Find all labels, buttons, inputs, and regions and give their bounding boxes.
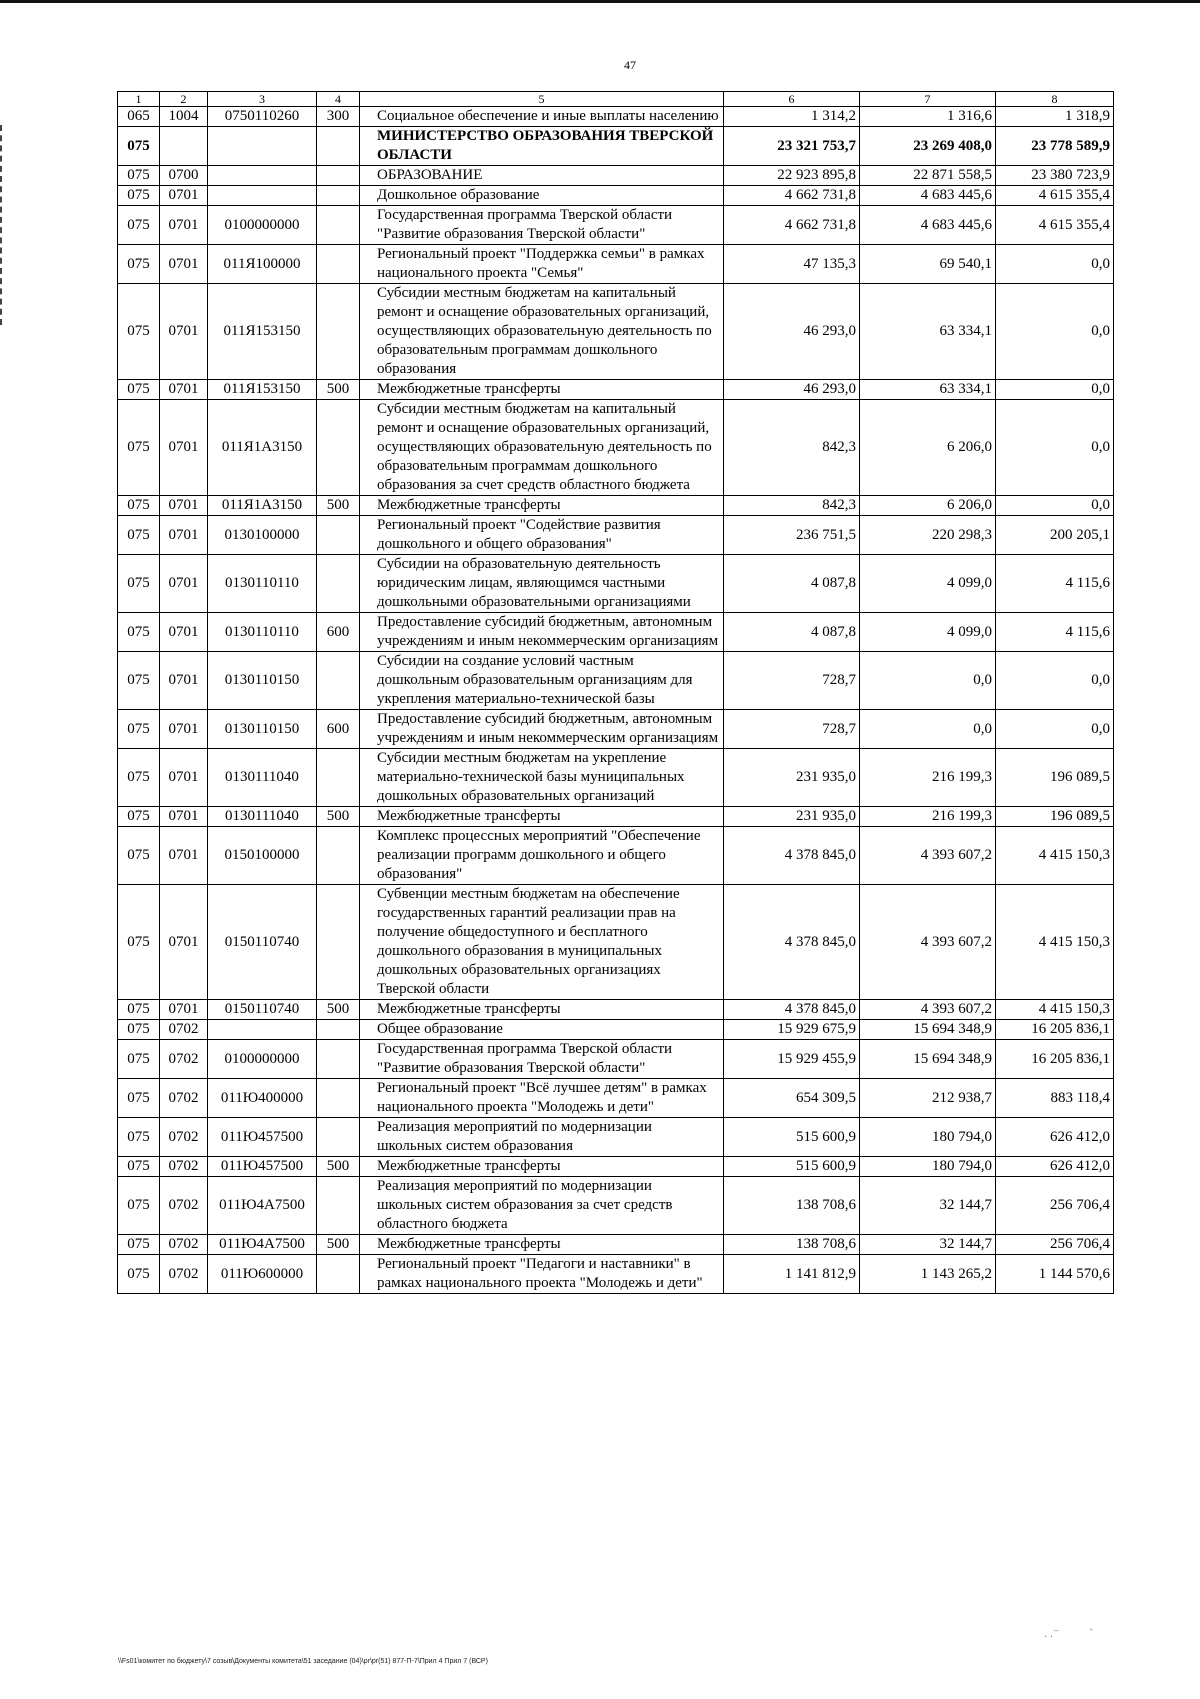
table-row (118, 400, 1114, 496)
table-row (118, 1177, 1114, 1235)
cell-naimenovanie: Дошкольное образование (360, 186, 724, 206)
cell-summa-1: 15 929 455,9 (724, 1040, 860, 1079)
cell-naimenovanie: Региональный проект "Педагоги и наставники" в рамках национального проекта "Молодежь и дети" (360, 1255, 724, 1294)
cell-razdel: 0702 (160, 1020, 208, 1040)
cell-summa-2: 6 206,0 (860, 496, 996, 516)
cell-summa-1: 15 929 675,9 (724, 1020, 860, 1040)
page-number: 47 (624, 58, 636, 72)
cell-razdel: 0702 (160, 1157, 208, 1177)
cell-razdel: 0701 (160, 400, 208, 496)
cell-vid-rashodov: 300 (317, 107, 360, 127)
cell-summa-2: 4 393 607,2 (860, 1000, 996, 1020)
cell-vid-rashodov (317, 516, 360, 555)
cell-summa-1: 231 935,0 (724, 807, 860, 827)
cell-summa-2: 63 334,1 (860, 380, 996, 400)
cell-kod-vedomstva: 075 (118, 245, 160, 284)
cell-naimenovanie: Субсидии местным бюджетам на капитальный ремонт и оснащение образовательных организаций, осуществляющих образовательную деятельность по образовательным программам дошкольного образования (360, 284, 724, 380)
cell-kod-vedomstva: 075 (118, 1177, 160, 1235)
cell-naimenovanie: Субсидии местным бюджетам на укрепление материально-технической базы муниципальных дошкольных образовательных организаций (360, 749, 724, 807)
cell-kod-vedomstva: 075 (118, 284, 160, 380)
cell-summa-3: 4 115,6 (996, 555, 1114, 613)
cell-naimenovanie: Региональный проект "Поддержка семьи" в рамках национального проекта "Семья" (360, 245, 724, 284)
cell-vid-rashodov: 600 (317, 613, 360, 652)
cell-celevaya-statya: 0130100000 (208, 516, 317, 555)
table-row (118, 245, 1114, 284)
budget-table (117, 91, 1114, 1294)
cell-summa-1: 46 293,0 (724, 284, 860, 380)
table-row (118, 613, 1114, 652)
cell-vid-rashodov (317, 885, 360, 1000)
table-row (118, 516, 1114, 555)
cell-naimenovanie: Межбюджетные трансферты (360, 380, 724, 400)
table-row (118, 885, 1114, 1000)
cell-razdel: 0701 (160, 380, 208, 400)
table-row (118, 1157, 1114, 1177)
cell-kod-vedomstva: 075 (118, 1020, 160, 1040)
table-row (118, 1040, 1114, 1079)
cell-vid-rashodov (317, 127, 360, 166)
cell-summa-2: 15 694 348,9 (860, 1040, 996, 1079)
cell-summa-3: 1 318,9 (996, 107, 1114, 127)
cell-vid-rashodov (317, 749, 360, 807)
cell-summa-3: 4 615 355,4 (996, 206, 1114, 245)
cell-celevaya-statya: 0130110110 (208, 613, 317, 652)
cell-razdel: 0701 (160, 1000, 208, 1020)
cell-celevaya-statya: 011Ю457500 (208, 1157, 317, 1177)
cell-summa-2: 23 269 408,0 (860, 127, 996, 166)
cell-summa-3: 4 115,6 (996, 613, 1114, 652)
cell-naimenovanie: Межбюджетные трансферты (360, 496, 724, 516)
cell-summa-1: 728,7 (724, 652, 860, 710)
cell-kod-vedomstva: 075 (118, 555, 160, 613)
cell-vid-rashodov: 500 (317, 1235, 360, 1255)
cell-kod-vedomstva: 075 (118, 1040, 160, 1079)
cell-celevaya-statya: 0750110260 (208, 107, 317, 127)
cell-summa-2: 4 393 607,2 (860, 885, 996, 1000)
cell-summa-3: 0,0 (996, 284, 1114, 380)
cell-kod-vedomstva: 075 (118, 186, 160, 206)
cell-summa-3: 23 778 589,9 (996, 127, 1114, 166)
cell-summa-1: 4 662 731,8 (724, 186, 860, 206)
cell-summa-3: 196 089,5 (996, 807, 1114, 827)
cell-summa-1: 4 087,8 (724, 555, 860, 613)
cell-kod-vedomstva: 075 (118, 380, 160, 400)
cell-summa-2: 1 316,6 (860, 107, 996, 127)
cell-vid-rashodov (317, 652, 360, 710)
cell-summa-2: 22 871 558,5 (860, 166, 996, 186)
cell-naimenovanie: Межбюджетные трансферты (360, 1000, 724, 1020)
cell-celevaya-statya: 0130111040 (208, 807, 317, 827)
cell-naimenovanie: Реализация мероприятий по модернизации школьных систем образования за счет средств областного бюджета (360, 1177, 724, 1235)
cell-summa-3: 16 205 836,1 (996, 1040, 1114, 1079)
cell-razdel: 0701 (160, 885, 208, 1000)
cell-kod-vedomstva: 075 (118, 613, 160, 652)
cell-vid-rashodov: 500 (317, 807, 360, 827)
cell-summa-3: 0,0 (996, 496, 1114, 516)
cell-summa-3: 4 415 150,3 (996, 827, 1114, 885)
cell-vid-rashodov (317, 206, 360, 245)
cell-celevaya-statya: 011Ю600000 (208, 1255, 317, 1294)
file-path-footer: \\Fs01\комитет по бюджету\7 созыв\Документы комитета\51 заседание (04)\pr\pr(51) 877-П-7\Прил 4 Прил 7 (ВСР) (118, 1658, 488, 1665)
cell-summa-3: 0,0 (996, 380, 1114, 400)
cell-kod-vedomstva: 075 (118, 1000, 160, 1020)
cell-summa-3: 0,0 (996, 400, 1114, 496)
cell-vid-rashodov: 500 (317, 1000, 360, 1020)
cell-naimenovanie: Предоставление субсидий бюджетным, автономным учреждениям и иным некоммерческим организациям (360, 613, 724, 652)
table-row (118, 555, 1114, 613)
cell-vid-rashodov: 500 (317, 496, 360, 516)
cell-naimenovanie: Субсидии на создание условий частным дошкольным образовательным организациям для укрепления материально-технической базы (360, 652, 724, 710)
cell-summa-3: 0,0 (996, 652, 1114, 710)
top-border (0, 0, 1200, 3)
cell-razdel: 0701 (160, 206, 208, 245)
cell-vid-rashodov (317, 166, 360, 186)
cell-naimenovanie: Межбюджетные трансферты (360, 1235, 724, 1255)
cell-razdel: 0701 (160, 710, 208, 749)
cell-summa-1: 138 708,6 (724, 1177, 860, 1235)
cell-kod-vedomstva: 075 (118, 1157, 160, 1177)
cell-summa-1: 654 309,5 (724, 1079, 860, 1118)
cell-kod-vedomstva: 075 (118, 400, 160, 496)
scan-margin-marks (0, 125, 4, 325)
cell-summa-3: 23 380 723,9 (996, 166, 1114, 186)
cell-celevaya-statya: 011Я153150 (208, 284, 317, 380)
cell-kod-vedomstva: 075 (118, 749, 160, 807)
cell-summa-2: 15 694 348,9 (860, 1020, 996, 1040)
table-row (118, 166, 1114, 186)
table-row (118, 1020, 1114, 1040)
table-row (118, 652, 1114, 710)
cell-kod-vedomstva: 065 (118, 107, 160, 127)
cell-kod-vedomstva: 075 (118, 1255, 160, 1294)
cell-summa-2: 0,0 (860, 710, 996, 749)
cell-summa-1: 4 378 845,0 (724, 827, 860, 885)
cell-summa-2: 4 393 607,2 (860, 827, 996, 885)
cell-naimenovanie: Региональный проект "Всё лучшее детям" в рамках национального проекта "Молодежь и дети" (360, 1079, 724, 1118)
cell-summa-1: 22 923 895,8 (724, 166, 860, 186)
cell-razdel: 0702 (160, 1235, 208, 1255)
table-row (118, 827, 1114, 885)
cell-razdel: 0702 (160, 1079, 208, 1118)
cell-kod-vedomstva: 075 (118, 1235, 160, 1255)
cell-summa-3: 4 615 355,4 (996, 186, 1114, 206)
table-row (118, 496, 1114, 516)
cell-summa-1: 1 314,2 (724, 107, 860, 127)
cell-razdel: 0701 (160, 613, 208, 652)
cell-kod-vedomstva: 075 (118, 885, 160, 1000)
cell-summa-1: 842,3 (724, 496, 860, 516)
cell-summa-3: 196 089,5 (996, 749, 1114, 807)
cell-celevaya-statya: 0130110150 (208, 710, 317, 749)
table-row (118, 284, 1114, 380)
cell-summa-1: 47 135,3 (724, 245, 860, 284)
table-row (118, 206, 1114, 245)
cell-summa-1: 231 935,0 (724, 749, 860, 807)
cell-naimenovanie: ОБРАЗОВАНИЕ (360, 166, 724, 186)
cell-vid-rashodov: 500 (317, 1157, 360, 1177)
column-header: 7 (860, 92, 996, 107)
cell-celevaya-statya: 0130111040 (208, 749, 317, 807)
column-header: 2 (160, 92, 208, 107)
cell-summa-2: 4 099,0 (860, 613, 996, 652)
cell-naimenovanie: Социальное обеспечение и иные выплаты населению (360, 107, 724, 127)
cell-razdel: 0702 (160, 1177, 208, 1235)
cell-celevaya-statya: 011Ю457500 (208, 1118, 317, 1157)
cell-summa-2: 32 144,7 (860, 1177, 996, 1235)
cell-summa-2: 4 099,0 (860, 555, 996, 613)
cell-celevaya-statya (208, 1020, 317, 1040)
table-row (118, 380, 1114, 400)
handwritten-mark: . .⁻ ` (1044, 1626, 1094, 1640)
cell-vid-rashodov (317, 400, 360, 496)
cell-summa-1: 23 321 753,7 (724, 127, 860, 166)
cell-razdel (160, 127, 208, 166)
cell-kod-vedomstva: 075 (118, 516, 160, 555)
cell-vid-rashodov (317, 1020, 360, 1040)
column-header: 4 (317, 92, 360, 107)
cell-naimenovanie: Субсидии на образовательную деятельность юридическим лицам, являющимся частными дошкольными образовательными организациями (360, 555, 724, 613)
cell-summa-1: 4 378 845,0 (724, 885, 860, 1000)
cell-celevaya-statya: 0130110110 (208, 555, 317, 613)
table-row (118, 710, 1114, 749)
cell-vid-rashodov (317, 284, 360, 380)
cell-celevaya-statya: 0150110740 (208, 1000, 317, 1020)
cell-summa-1: 4 087,8 (724, 613, 860, 652)
cell-kod-vedomstva: 075 (118, 1079, 160, 1118)
cell-summa-2: 180 794,0 (860, 1118, 996, 1157)
cell-razdel: 0701 (160, 245, 208, 284)
cell-naimenovanie: Государственная программа Тверской области "Развитие образования Тверской области" (360, 1040, 724, 1079)
cell-summa-3: 626 412,0 (996, 1157, 1114, 1177)
cell-summa-1: 4 378 845,0 (724, 1000, 860, 1020)
cell-summa-3: 200 205,1 (996, 516, 1114, 555)
cell-naimenovanie: Субвенции местным бюджетам на обеспечение государственных гарантий реализации прав на получение общедоступного и бесплатного дошкольного образования в муниципальных дошкольных образовательных организациях Тверской области (360, 885, 724, 1000)
cell-razdel: 0701 (160, 827, 208, 885)
cell-celevaya-statya: 011Ю400000 (208, 1079, 317, 1118)
cell-celevaya-statya: 011Я1А3150 (208, 400, 317, 496)
cell-summa-2: 180 794,0 (860, 1157, 996, 1177)
cell-vid-rashodov: 600 (317, 710, 360, 749)
cell-naimenovanie: Предоставление субсидий бюджетным, автономным учреждениям и иным некоммерческим организациям (360, 710, 724, 749)
cell-summa-3: 626 412,0 (996, 1118, 1114, 1157)
column-header: 1 (118, 92, 160, 107)
cell-celevaya-statya: 0150100000 (208, 827, 317, 885)
cell-kod-vedomstva: 075 (118, 496, 160, 516)
cell-celevaya-statya: 0100000000 (208, 1040, 317, 1079)
cell-summa-3: 1 144 570,6 (996, 1255, 1114, 1294)
cell-summa-2: 69 540,1 (860, 245, 996, 284)
cell-celevaya-statya: 0130110150 (208, 652, 317, 710)
cell-kod-vedomstva: 075 (118, 827, 160, 885)
cell-celevaya-statya (208, 127, 317, 166)
cell-naimenovanie: Комплекс процессных мероприятий "Обеспечение реализации программ дошкольного и общего образования" (360, 827, 724, 885)
table-row (118, 1235, 1114, 1255)
cell-vid-rashodov (317, 245, 360, 284)
cell-vid-rashodov (317, 1040, 360, 1079)
table-row (118, 749, 1114, 807)
cell-celevaya-statya: 011Я100000 (208, 245, 317, 284)
cell-celevaya-statya: 0100000000 (208, 206, 317, 245)
cell-summa-2: 1 143 265,2 (860, 1255, 996, 1294)
cell-summa-3: 256 706,4 (996, 1235, 1114, 1255)
table-body (118, 107, 1114, 1294)
cell-naimenovanie: Межбюджетные трансферты (360, 807, 724, 827)
table-row (118, 1000, 1114, 1020)
cell-kod-vedomstva: 075 (118, 206, 160, 245)
cell-naimenovanie: Региональный проект "Содействие развития дошкольного и общего образования" (360, 516, 724, 555)
cell-summa-2: 6 206,0 (860, 400, 996, 496)
cell-naimenovanie: Реализация мероприятий по модернизации школьных систем образования (360, 1118, 724, 1157)
cell-celevaya-statya: 011Я153150 (208, 380, 317, 400)
cell-kod-vedomstva: 075 (118, 807, 160, 827)
cell-celevaya-statya: 011Ю4А7500 (208, 1177, 317, 1235)
table-row (118, 107, 1114, 127)
cell-razdel: 0701 (160, 749, 208, 807)
table-row (118, 1118, 1114, 1157)
cell-summa-3: 0,0 (996, 710, 1114, 749)
cell-vid-rashodov (317, 1177, 360, 1235)
cell-razdel: 0700 (160, 166, 208, 186)
cell-summa-1: 842,3 (724, 400, 860, 496)
table-row (118, 1079, 1114, 1118)
table-header (118, 92, 1114, 107)
table-row (118, 807, 1114, 827)
cell-razdel: 0701 (160, 555, 208, 613)
cell-summa-2: 220 298,3 (860, 516, 996, 555)
cell-kod-vedomstva: 075 (118, 166, 160, 186)
cell-vid-rashodov (317, 1118, 360, 1157)
cell-razdel: 0702 (160, 1040, 208, 1079)
column-header: 5 (360, 92, 724, 107)
cell-naimenovanie: Общее образование (360, 1020, 724, 1040)
cell-vid-rashodov (317, 1255, 360, 1294)
cell-summa-1: 1 141 812,9 (724, 1255, 860, 1294)
cell-kod-vedomstva: 075 (118, 710, 160, 749)
cell-kod-vedomstva: 075 (118, 652, 160, 710)
table-row (118, 186, 1114, 206)
cell-summa-3: 4 415 150,3 (996, 885, 1114, 1000)
cell-vid-rashodov: 500 (317, 380, 360, 400)
cell-razdel: 0701 (160, 652, 208, 710)
cell-summa-3: 883 118,4 (996, 1079, 1114, 1118)
cell-vid-rashodov (317, 186, 360, 206)
cell-razdel: 0701 (160, 807, 208, 827)
cell-summa-1: 515 600,9 (724, 1157, 860, 1177)
cell-razdel: 0701 (160, 516, 208, 555)
cell-summa-2: 212 938,7 (860, 1079, 996, 1118)
cell-summa-3: 16 205 836,1 (996, 1020, 1114, 1040)
cell-naimenovanie: МИНИСТЕРСТВО ОБРАЗОВАНИЯ ТВЕРСКОЙ ОБЛАСТИ (360, 127, 724, 166)
cell-celevaya-statya: 011Ю4А7500 (208, 1235, 317, 1255)
cell-razdel: 0701 (160, 186, 208, 206)
cell-razdel: 0701 (160, 496, 208, 516)
cell-summa-2: 216 199,3 (860, 749, 996, 807)
cell-celevaya-statya (208, 186, 317, 206)
cell-razdel: 0701 (160, 284, 208, 380)
cell-summa-1: 236 751,5 (724, 516, 860, 555)
cell-naimenovanie: Межбюджетные трансферты (360, 1157, 724, 1177)
cell-vid-rashodov (317, 827, 360, 885)
cell-summa-3: 0,0 (996, 245, 1114, 284)
cell-summa-1: 138 708,6 (724, 1235, 860, 1255)
cell-summa-2: 32 144,7 (860, 1235, 996, 1255)
cell-razdel: 0702 (160, 1255, 208, 1294)
cell-summa-1: 515 600,9 (724, 1118, 860, 1157)
cell-vid-rashodov (317, 555, 360, 613)
cell-summa-2: 4 683 445,6 (860, 206, 996, 245)
cell-razdel: 0702 (160, 1118, 208, 1157)
cell-summa-1: 4 662 731,8 (724, 206, 860, 245)
cell-summa-3: 4 415 150,3 (996, 1000, 1114, 1020)
table-row (118, 127, 1114, 166)
cell-naimenovanie: Субсидии местным бюджетам на капитальный ремонт и оснащение образовательных организаций, осуществляющих образовательную деятельность по образовательным программам дошкольного образования за счет средств областного бюджета (360, 400, 724, 496)
cell-razdel: 1004 (160, 107, 208, 127)
cell-summa-3: 256 706,4 (996, 1177, 1114, 1235)
cell-summa-2: 216 199,3 (860, 807, 996, 827)
cell-kod-vedomstva: 075 (118, 127, 160, 166)
cell-summa-1: 728,7 (724, 710, 860, 749)
cell-celevaya-statya: 0150110740 (208, 885, 317, 1000)
column-header: 3 (208, 92, 317, 107)
cell-naimenovanie: Государственная программа Тверской области "Развитие образования Тверской области" (360, 206, 724, 245)
cell-summa-2: 0,0 (860, 652, 996, 710)
table-row (118, 1255, 1114, 1294)
cell-celevaya-statya (208, 166, 317, 186)
column-header: 6 (724, 92, 860, 107)
cell-vid-rashodov (317, 1079, 360, 1118)
cell-celevaya-statya: 011Я1А3150 (208, 496, 317, 516)
cell-summa-2: 4 683 445,6 (860, 186, 996, 206)
column-header: 8 (996, 92, 1114, 107)
cell-kod-vedomstva: 075 (118, 1118, 160, 1157)
cell-summa-2: 63 334,1 (860, 284, 996, 380)
cell-summa-1: 46 293,0 (724, 380, 860, 400)
